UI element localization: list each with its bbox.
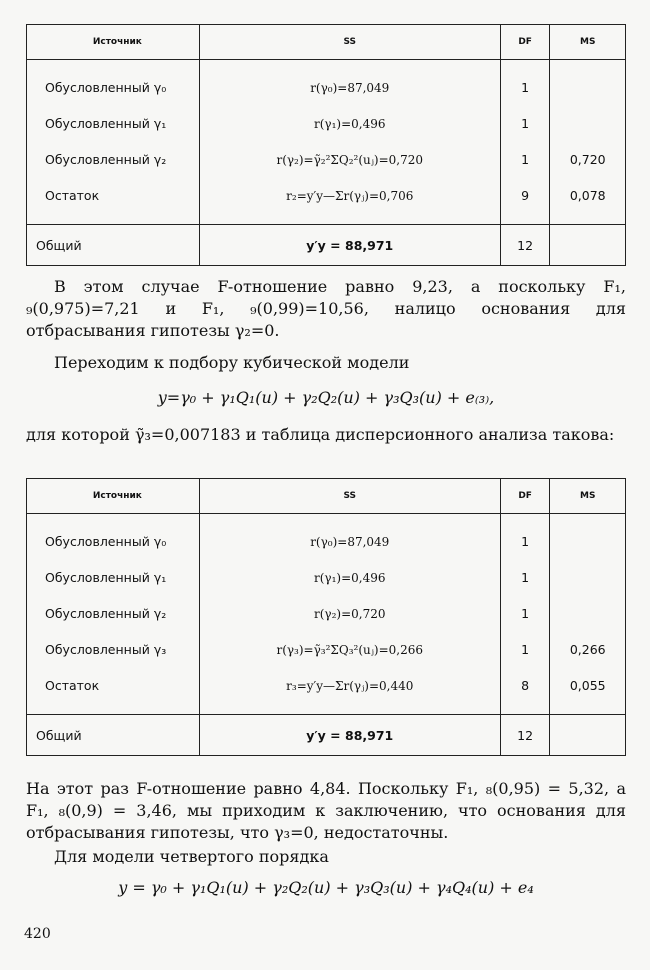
total-ss: y′y = 88,971 — [199, 715, 500, 756]
paragraph-1: В этом случае F-отношение равно 9,23, а поскольку F₁, ₉(0,975)=7,21 и F₁, ₉(0,99)=10,56, налицо основания для отбрасывания гипотезы γ₂=0. — [26, 277, 626, 340]
row-ss: r₃=y′y—Σr(γⱼ)=0,440 — [286, 679, 414, 693]
table-body — [27, 60, 626, 225]
total-df: 12 — [500, 225, 550, 266]
header-source: Источник — [27, 479, 200, 514]
table-header-row — [27, 479, 626, 514]
header-ss: SS — [199, 25, 500, 60]
total-ms — [550, 715, 626, 756]
total-source: Общий — [27, 225, 200, 266]
row-df: 1 — [521, 80, 530, 95]
total-df: 12 — [500, 715, 550, 756]
row-source: Обусловленный γ₁ — [45, 570, 167, 585]
row-ss: r(γ₃)=γ̃₃²ΣQ₃²(uⱼ)=0,266 — [276, 643, 424, 657]
paragraph-2: Переходим к подбору кубической модели — [54, 353, 410, 372]
paragraph-4: На этот раз F-отношение равно 4,84. Поскольку F₁, ₈(0,95) = 5,32, а F₁, ₈(0,9) = 3,46, мы приходим к заключению, что основания для отбрасывания гипотезы, что γ₃=0, недостаточны. — [26, 779, 626, 842]
row-ms — [550, 524, 625, 560]
row-source: Обусловленный γ₁ — [45, 116, 167, 131]
row-df: 1 — [521, 116, 530, 131]
header-ss: SS — [199, 479, 500, 514]
page-number: 420 — [24, 926, 51, 942]
table-header-row — [27, 25, 626, 60]
row-ms — [550, 70, 625, 106]
formula-cubic: y=γ₀ + γ₁Q₁(u) + γ₂Q₂(u) + γ₃Q₃(u) + e₍₃₎, — [157, 388, 495, 407]
row-df: 1 — [521, 152, 530, 167]
header-df: DF — [500, 25, 550, 60]
row-source: Обусловленный γ₃ — [45, 642, 167, 657]
row-source: Остаток — [45, 188, 100, 203]
row-ms — [550, 596, 625, 632]
row-df: 1 — [521, 642, 530, 657]
row-ms — [550, 560, 625, 596]
row-ms: 0,266 — [569, 642, 606, 657]
row-ss: r(γ₁)=0,496 — [314, 571, 386, 585]
anova-table-1 — [26, 24, 626, 266]
row-df: 1 — [521, 570, 530, 585]
row-ss: r(γ₀)=87,049 — [310, 81, 390, 95]
header-ms: MS — [550, 25, 626, 60]
header-source: Источник — [27, 25, 200, 60]
row-source: Обусловленный γ₂ — [45, 152, 167, 167]
total-ms — [550, 225, 626, 266]
row-ss: r₂=y′y—Σr(γⱼ)=0,706 — [286, 189, 414, 203]
row-df: 1 — [521, 534, 530, 549]
row-ss: r(γ₂)=0,720 — [314, 607, 386, 621]
row-df: 9 — [521, 188, 530, 203]
row-source: Обусловленный γ₂ — [45, 606, 167, 621]
row-df: 1 — [521, 606, 530, 621]
anova-table-2 — [26, 478, 626, 756]
row-ms: 0,055 — [569, 678, 606, 693]
header-ms: MS — [550, 479, 626, 514]
formula-quartic: y = γ₀ + γ₁Q₁(u) + γ₂Q₂(u) + γ₃Q₃(u) + γ₄Q₄(u) + e₄ — [118, 878, 534, 897]
row-ms: 0,078 — [569, 188, 606, 203]
row-ss: r(γ₂)=γ̃₂²ΣQ₂²(uⱼ)=0,720 — [276, 153, 424, 167]
total-source: Общий — [27, 715, 200, 756]
row-ms: 0,720 — [569, 152, 606, 167]
row-source: Обусловленный γ₀ — [45, 534, 167, 549]
row-ms — [550, 106, 625, 142]
table-total-row — [27, 225, 626, 266]
header-df: DF — [500, 479, 550, 514]
row-ss: r(γ₁)=0,496 — [314, 117, 386, 131]
row-source: Остаток — [45, 678, 100, 693]
row-df: 8 — [521, 678, 530, 693]
row-ss: r(γ₀)=87,049 — [310, 535, 390, 549]
total-ss: y′y = 88,971 — [199, 225, 500, 266]
paragraph-5: Для модели четвертого порядка — [54, 847, 329, 866]
table-total-row — [27, 715, 626, 756]
row-source: Обусловленный γ₀ — [45, 80, 167, 95]
paragraph-3: для которой γ̃₃=0,007183 и таблица дисперсионного анализа такова: — [26, 425, 615, 444]
table-body — [27, 514, 626, 715]
